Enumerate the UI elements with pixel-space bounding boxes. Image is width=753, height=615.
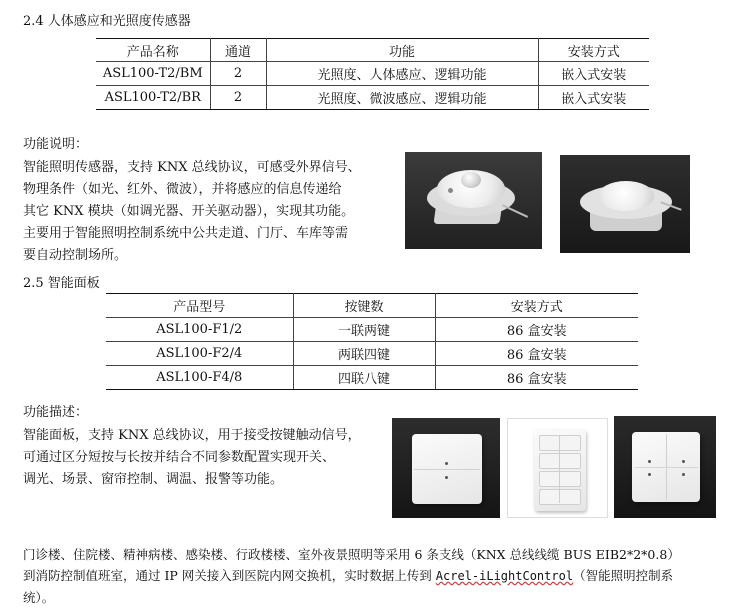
panel-photo-f1 — [392, 418, 500, 518]
sensor-desc-line: 物理条件（如光、红外、微波），并将感应的信息传递给 — [23, 182, 342, 197]
cell-keys: 四联八键 — [293, 366, 435, 390]
panel-seam-shape — [414, 469, 480, 470]
header-channel: 通道 — [210, 39, 266, 62]
header-install: 安装方式 — [538, 39, 649, 62]
panel-key-shape — [539, 489, 581, 505]
panel-seam-shape — [559, 435, 560, 503]
panel-indicator-dot — [682, 460, 685, 463]
cell-model: ASL100-F2/4 — [106, 342, 293, 366]
cell-product: ASL100-T2/BM — [96, 62, 210, 86]
panel-desc-line: 调光、场景、窗帘控制、调温、报警等功能。 — [23, 472, 284, 487]
header-model: 产品型号 — [106, 294, 293, 318]
panel-photo-f4 — [507, 418, 608, 518]
section-2-5-title: 2.5 智能面板 — [23, 276, 100, 291]
panel-desc-line: 可通过区分短按与长按并结合不同参数配置实现开关、 — [23, 450, 336, 465]
cell-model: ASL100-F1/2 — [106, 318, 293, 342]
panel-photo-f2 — [614, 416, 716, 518]
table-row — [106, 366, 638, 390]
panel-desc-line: 智能面板，支持 KNX 总线协议，用于接受按键触动信号， — [23, 428, 361, 443]
panel-plate-shape — [534, 429, 586, 511]
panel-desc — [23, 425, 361, 491]
sensor-lens-shape — [461, 172, 481, 188]
panel-desc-title: 功能描述： — [23, 405, 89, 420]
cell-install: 86 盒安装 — [435, 366, 638, 390]
cell-keys: 一联两键 — [293, 318, 435, 342]
panel-indicator-dot — [445, 462, 448, 465]
footer-line-text: （智能照明控制系 — [573, 568, 674, 583]
section-2-4-title: 2.4 人体感应和光照度传感器 — [23, 14, 191, 29]
footer-line — [23, 565, 680, 587]
cell-model: ASL100-F4/8 — [106, 366, 293, 390]
sensor-desc-line: 智能照明传感器，支持 KNX 总线协议，可感受外界信号、 — [23, 160, 361, 175]
cell-keys: 两联四键 — [293, 342, 435, 366]
table-header-row — [96, 39, 649, 62]
sensor-desc — [23, 157, 361, 267]
panel-indicator-dot — [682, 473, 685, 476]
cell-install: 嵌入式安装 — [538, 86, 649, 110]
table-header-row — [106, 294, 638, 318]
table-row — [106, 342, 638, 366]
panel-indicator-dot — [648, 473, 651, 476]
table-row — [96, 86, 649, 110]
cell-function: 光照度、微波感应、逻辑功能 — [266, 86, 538, 110]
system-brand-name: Acrel-iLightControl — [435, 569, 574, 583]
header-install: 安装方式 — [435, 294, 638, 318]
sensor-hole-shape — [448, 188, 453, 193]
sensor-spec-table — [96, 38, 649, 110]
panel-seam-shape — [634, 467, 698, 468]
cell-channel: 2 — [210, 86, 266, 110]
header-function: 功能 — [266, 39, 538, 62]
panel-plate-shape — [632, 432, 700, 502]
sensor-dome-shape — [598, 181, 654, 211]
table-row — [96, 62, 649, 86]
panel-indicator-dot — [648, 460, 651, 463]
panel-plate-shape — [412, 434, 482, 504]
sensor-photo-br — [560, 155, 690, 253]
sensor-photo-bm — [405, 152, 542, 249]
sensor-desc-line: 主要用于智能照明控制系统中公共走道、门厅、车库等需 — [23, 226, 349, 241]
panel-indicator-dot — [445, 476, 448, 479]
panel-key-shape — [539, 453, 581, 469]
sensor-desc-line: 要自动控制场所。 — [23, 248, 128, 263]
panel-key-shape — [539, 471, 581, 487]
table-row — [106, 318, 638, 342]
footer-paragraph — [23, 544, 680, 608]
cell-function: 光照度、人体感应、逻辑功能 — [266, 62, 538, 86]
cell-install: 86 盒安装 — [435, 342, 638, 366]
sensor-desc-line: 其它 KNX 模块（如调光器、开关驱动器），实现其功能。 — [23, 204, 355, 219]
cell-install: 86 盒安装 — [435, 318, 638, 342]
footer-line: 统）。 — [23, 590, 55, 605]
footer-line: 门诊楼、住院楼、精神病楼、感染楼、行政楼楼、室外夜景照明等采用 6 条支线（KNX 总线线缆 BUS EIB2*2*0.8） — [23, 547, 680, 562]
cell-channel: 2 — [210, 62, 266, 86]
header-keys: 按键数 — [293, 294, 435, 318]
cell-install: 嵌入式安装 — [538, 62, 649, 86]
sensor-clip-shape — [502, 204, 528, 218]
sensor-desc-title: 功能说明： — [23, 137, 89, 152]
panel-key-shape — [539, 435, 581, 451]
cell-product: ASL100-T2/BR — [96, 86, 210, 110]
footer-line-text: 到消防控制值班室，通过 IP 网关接入到医院内网交换机，实时数据上传到 — [23, 568, 436, 583]
header-product-name: 产品名称 — [96, 39, 210, 62]
panel-spec-table — [106, 293, 638, 390]
